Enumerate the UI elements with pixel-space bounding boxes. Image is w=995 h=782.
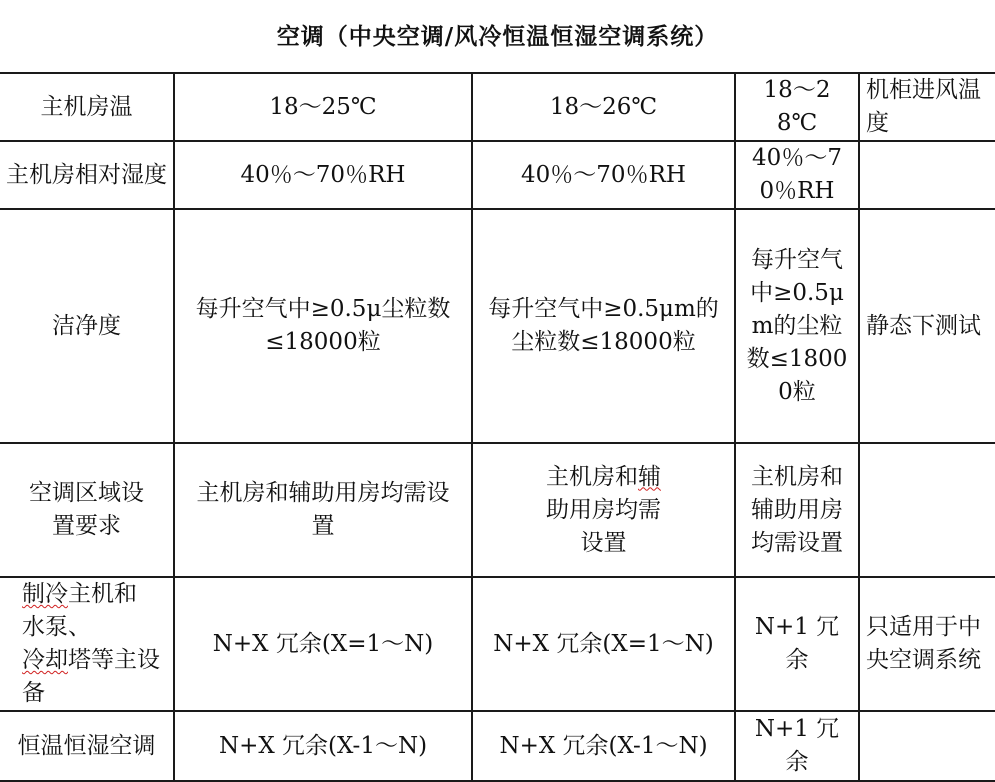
- spellcheck-flag: 辅: [638, 463, 661, 490]
- table-row-temperature: [0, 73, 995, 141]
- level-b-cleanliness: 每升空气中≥0.5μm的尘粒数≤18000粒: [472, 209, 735, 443]
- document-title: 空调（中央空调/风冷恒温恒湿空调系统）: [276, 23, 719, 50]
- note-humidity: [859, 141, 995, 209]
- level-a-main-equipment: N+X 冗余(X=1～N): [174, 577, 472, 711]
- ac-requirements-table: [0, 72, 995, 782]
- spellcheck-flag: 制冷: [22, 581, 68, 607]
- level-b-zone-line1: 主机房和: [546, 463, 638, 490]
- level-b-main-equipment: N+X 冗余(X=1～N): [472, 577, 735, 711]
- row-label-zone-setup: 空调区域设置要求: [0, 443, 174, 577]
- level-a-cleanliness: 每升空气中≥0.5μ尘粒数≤18000粒: [174, 209, 472, 443]
- note-main-equipment: 只适用于中央空调系统: [859, 577, 995, 711]
- level-a-humidity: 40％～70％RH: [174, 141, 472, 209]
- level-b-zone-line2: 助用房均需: [546, 496, 661, 523]
- note-constant-temp-ac: [859, 711, 995, 781]
- level-b-temperature: 18～26℃: [472, 73, 735, 141]
- level-a-zone-setup: 主机房和辅助用房均需设置: [174, 443, 472, 577]
- level-b-constant-temp-ac: N+X 冗余(X-1～N): [472, 711, 735, 781]
- level-b-zone-line3: 设置: [580, 529, 627, 556]
- row-label-main-equipment: 制冷主机和 水泵、 冷却塔等主设备: [0, 577, 174, 711]
- level-c-main-equipment: N+1 冗余: [735, 577, 859, 711]
- row-label-temperature: 主机房温: [0, 73, 174, 141]
- level-b-zone-setup: [472, 443, 735, 577]
- table-row-main-equipment: [0, 577, 995, 711]
- table-row-zone-setup: [0, 443, 995, 577]
- table-row-constant-temp-ac: [0, 711, 995, 781]
- level-c-temperature: 18～28℃: [735, 73, 859, 141]
- level-a-constant-temp-ac: N+X 冗余(X-1～N): [174, 711, 472, 781]
- level-c-constant-temp-ac: N+1 冗余: [735, 711, 859, 781]
- level-a-temperature: 18～25℃: [174, 73, 472, 141]
- spellcheck-flag: 冷却: [22, 647, 68, 673]
- row-label-constant-temp-ac: 恒温恒湿空调: [0, 711, 174, 781]
- note-zone-setup: [859, 443, 995, 577]
- note-cleanliness: 静态下测试: [859, 209, 995, 443]
- table-row-humidity: [0, 141, 995, 209]
- row-label-humidity: 主机房相对湿度: [0, 141, 174, 209]
- note-temperature: 机柜进风温度: [859, 73, 995, 141]
- level-c-zone-setup: 主机房和辅助用房均需设置: [735, 443, 859, 577]
- row-label-cleanliness: 洁净度: [0, 209, 174, 443]
- level-c-humidity: 40％～70％RH: [735, 141, 859, 209]
- level-b-humidity: 40％～70％RH: [472, 141, 735, 209]
- level-c-cleanliness: 每升空气中≥0.5μm的尘粒数≤18000粒: [735, 209, 859, 443]
- table-row-cleanliness: [0, 209, 995, 443]
